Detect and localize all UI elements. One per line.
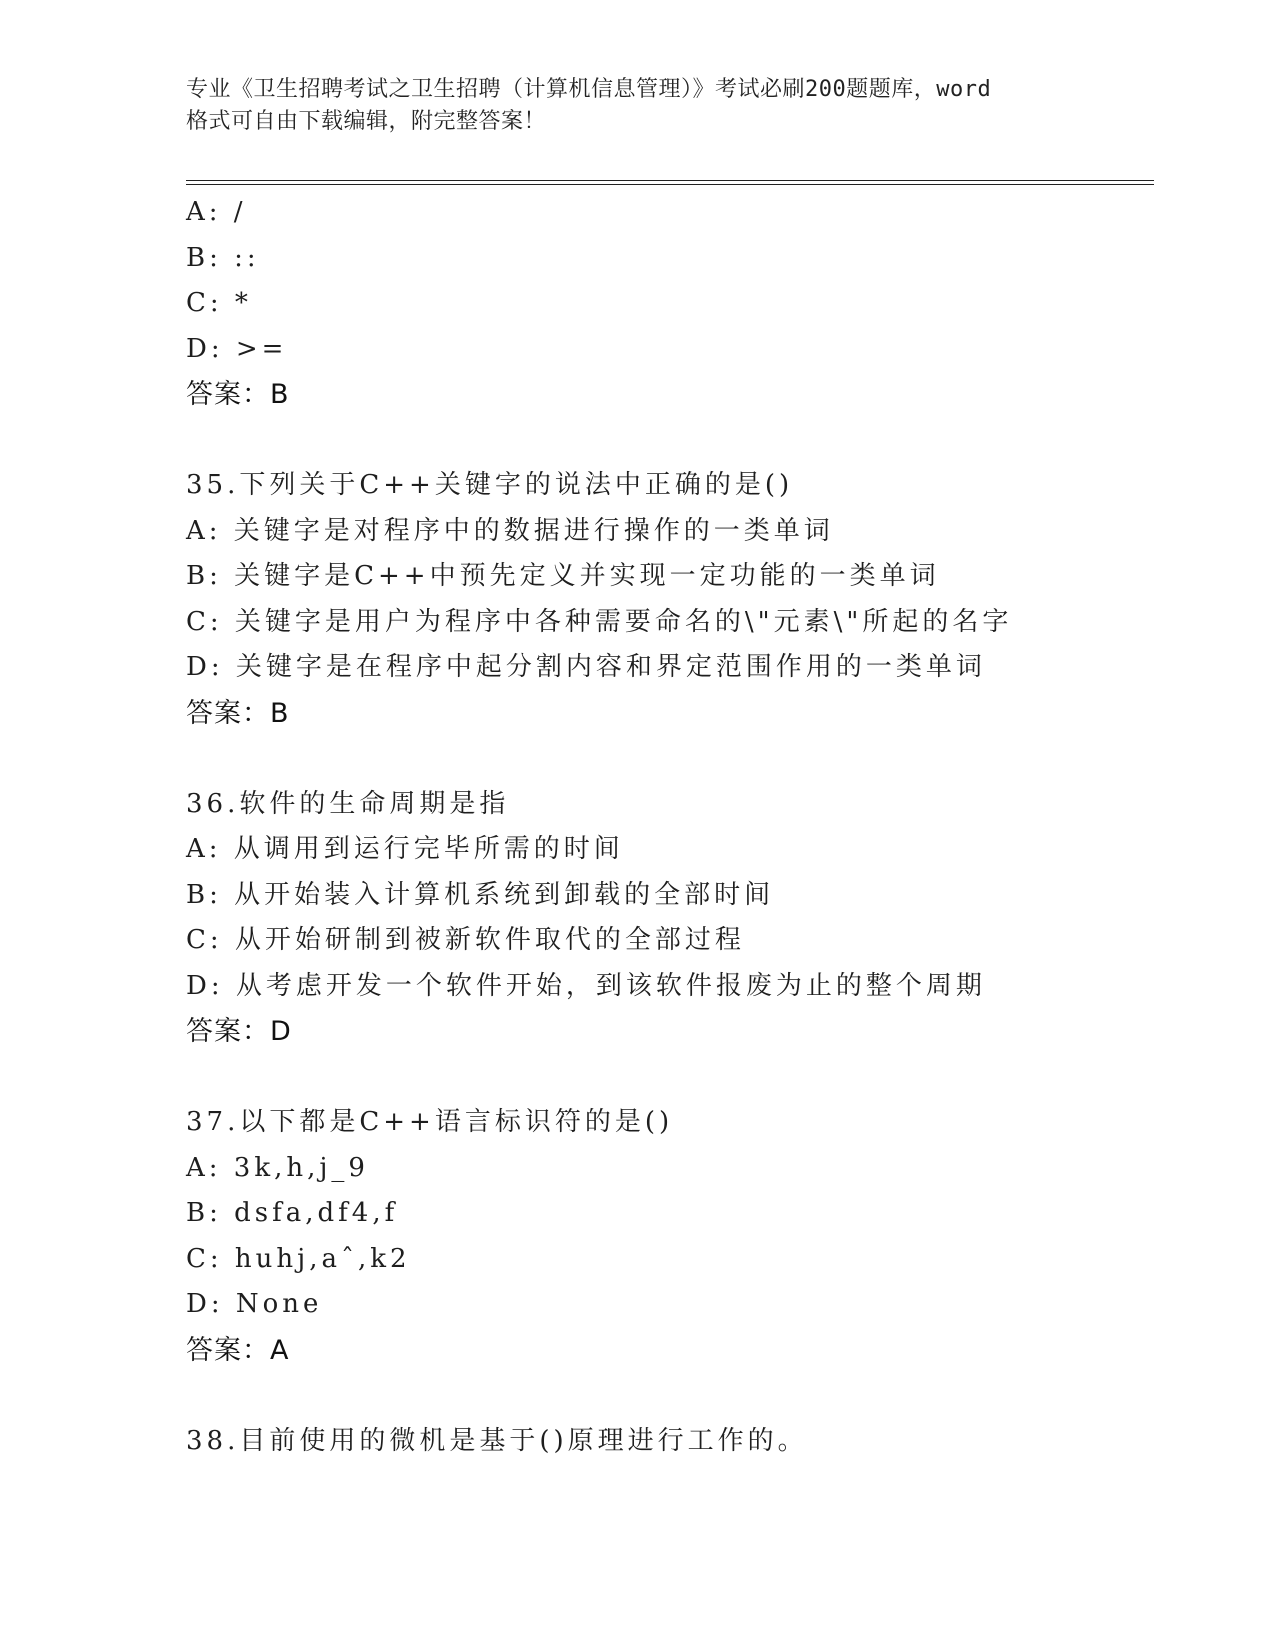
question-37-option-a: A: 3k,h,j_9 [186,1152,369,1183]
question-35-option-b: B: 关键字是C++中预先定义并实现一定功能的一类单词 [186,561,940,591]
question-34-answer: 答案：B [186,379,290,410]
question-34-option-d: D: >= [186,333,288,364]
question-37-option-c: C: huhj,aˆ,k2 [186,1243,411,1274]
document-header [186,74,1106,138]
question-38-stem: 38.目前使用的微机是基于()原理进行工作的。 [186,1425,808,1456]
question-35-option-c: C: 关键字是用户为程序中各种需要命名的\"元素\"所起的名字 [186,606,1013,637]
question-37-option-d: D: None [186,1289,323,1319]
question-35-option-d: D: 关键字是在程序中起分割内容和界定范围作用的一类单词 [186,652,986,682]
question-spacer [186,418,1146,464]
question-37-answer: 答案：A [186,1334,290,1366]
question-37 [186,1100,1146,1373]
question-36-option-b: B: 从开始装入计算机系统到卸载的全部时间 [186,879,775,910]
header-divider-bottom [186,184,1154,185]
question-35-answer: 答案：B [186,697,290,729]
question-35-option-a: A: 关键字是对程序中的数据进行操作的一类单词 [186,515,834,546]
question-list [186,190,1146,1464]
question-38 [186,1419,1146,1465]
question-35-stem: 35.下列关于C++关键字的说法中正确的是() [186,470,794,500]
question-spacer [186,1055,1146,1101]
question-35 [186,463,1146,736]
question-36-option-a: A: 从调用到运行完毕所需的时间 [186,834,624,864]
question-spacer [186,736,1146,782]
question-34-option-c: C: * [186,288,252,318]
question-36-option-d: D: 从考虑开发一个软件开始，到该软件报废为止的整个周期 [186,970,986,1001]
question-36-stem: 36.软件的生命周期是指 [186,788,510,819]
question-36-answer: 答案：D [186,1016,292,1047]
question-37-stem: 37.以下都是C++语言标识符的是() [186,1107,674,1137]
question-34-option-a: A: / [186,197,247,227]
question-34-tail [186,190,1146,418]
header-title-line-1: 专业《卫生招聘考试之卫生招聘（计算机信息管理）》考试必刷200题题库，word [186,77,992,102]
question-36-option-c: C: 从开始研制到被新软件取代的全部过程 [186,925,745,955]
header-title-line-2: 格式可自由下载编辑，附完整答案！ [186,109,547,134]
question-spacer [186,1373,1146,1419]
header-divider-top [186,180,1154,181]
question-36 [186,782,1146,1055]
question-34-option-b: B: :: [186,242,260,273]
question-37-option-b: B: dsfa,df4,f [186,1198,399,1228]
